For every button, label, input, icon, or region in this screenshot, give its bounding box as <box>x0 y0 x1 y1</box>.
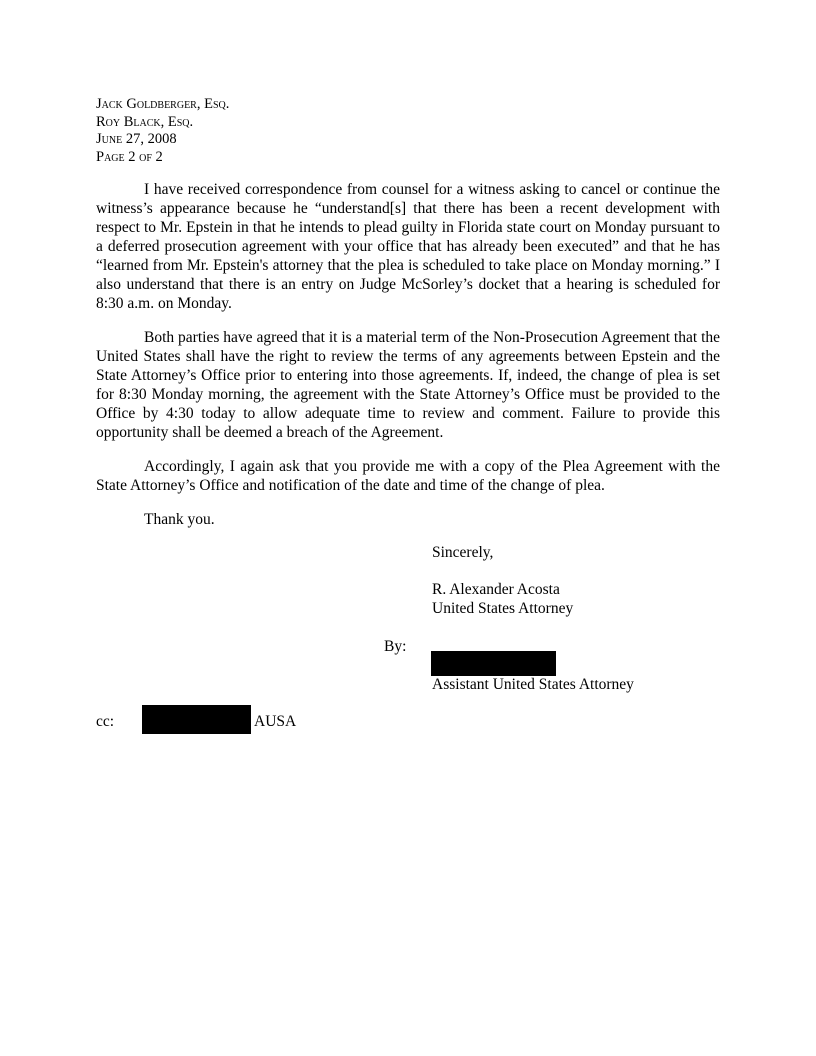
header-date: June 27, 2008 <box>96 131 177 147</box>
signature-signer-title: Assistant United States Attorney <box>432 676 634 693</box>
signature-by-label: By: <box>384 638 407 655</box>
header-page-label: Page 2 of 2 <box>96 148 163 165</box>
body-paragraph-3: Accordingly, I again ask that you provide me with a copy of the Plea Agreement with the State Attorney’s Office and notification of the date and time of the change of plea. <box>96 458 720 494</box>
header-addressee-2: Roy Black, Esq. <box>96 113 194 130</box>
body-paragraph-1: I have received correspondence from counsel for a witness asking to cancel or continue the witness’s appearance because he “understand[s] that there has been a recent development with respect to Mr. Epstein in that he intends to plead guilty in Florida state court on Monday pursuant to a deferred prosecution agreement with your office that has already been executed” and that he has “learned from Mr. Epstein's attorney that the plea is scheduled to take place on Monday morning.” I also understand that there is an entry on Judge McSorley’s docket that a hearing is scheduled for 8:30 a.m. on Monday. <box>96 181 720 312</box>
body-paragraph-thanks: Thank you. <box>144 511 215 528</box>
signature-title: United States Attorney <box>432 600 574 617</box>
body-paragraph-2: Both parties have agreed that it is a material term of the Non-Prosecution Agreement that the United States shall have the right to review the terms of any agreements between Epstein and the State Attorney’s Office prior to entering into those agreements. If, indeed, the change of plea is set for 8:30 Monday morning, the agreement with the State Attorney’s Office must be provided to the Office by 4:30 today to allow adequate time to review and comment. Failure to provide this opportunity shall be deemed a breach of the Agreement. <box>96 329 720 441</box>
signature-closing: Sincerely, <box>432 544 494 561</box>
signature-name: R. Alexander Acosta <box>432 581 560 598</box>
cc-name-redaction <box>142 705 251 734</box>
header-addressee-1: Jack Goldberger, Esq. <box>96 96 230 112</box>
cc-label: cc: <box>96 713 115 730</box>
letter-header <box>96 96 229 166</box>
signer-name-redaction <box>431 651 556 676</box>
cc-suffix: AUSA <box>254 713 297 730</box>
letter-body <box>96 180 720 529</box>
